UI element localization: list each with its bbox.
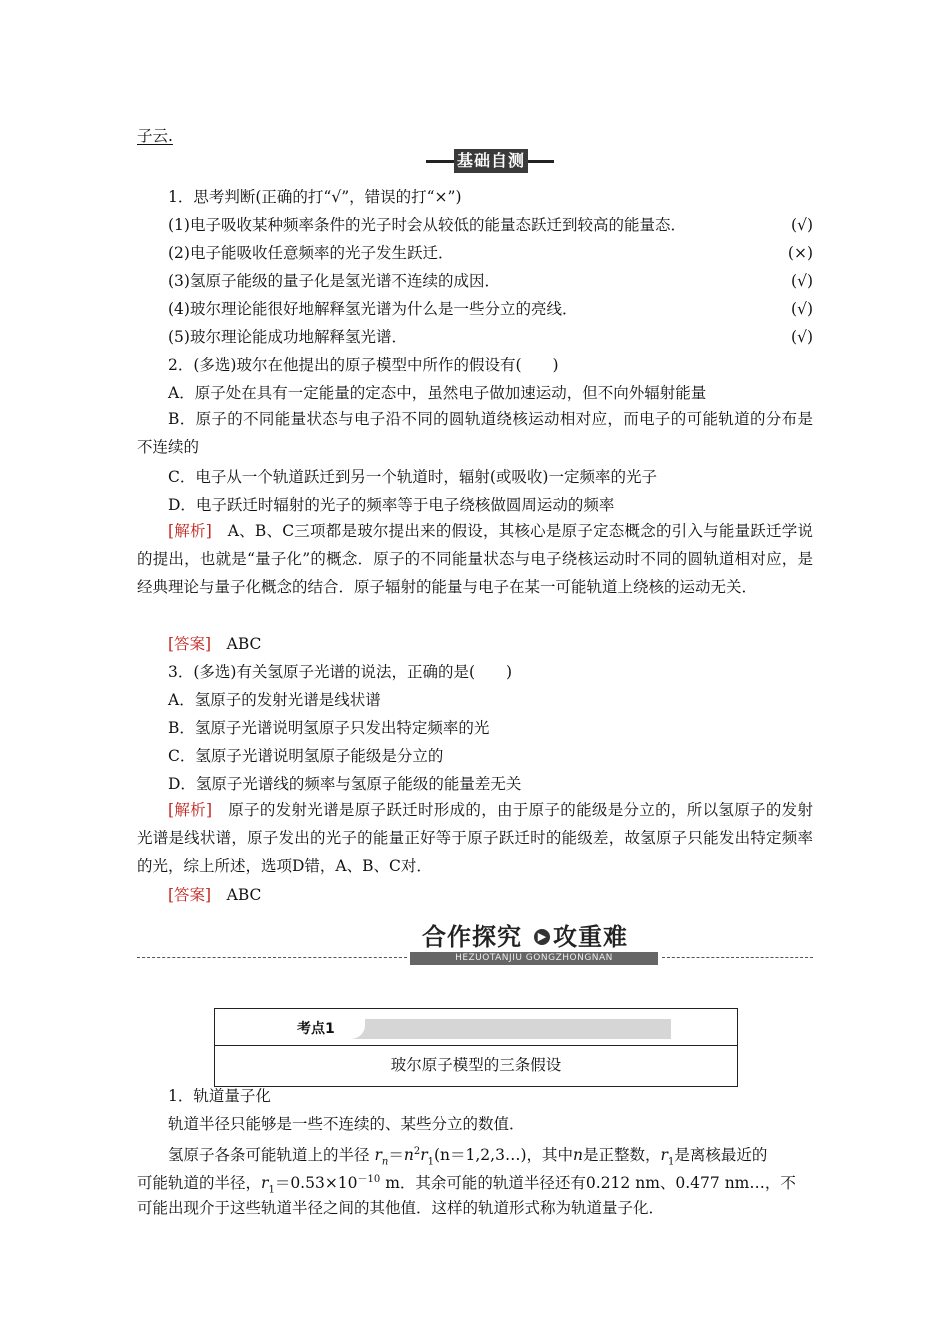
arrow-right-icon: ▶ <box>534 929 550 945</box>
q1-item <box>168 271 813 291</box>
q1-stem: 1．思考判断(正确的打“√”，错误的打“×”) <box>168 188 462 206</box>
kaodian-header <box>215 1009 737 1046</box>
q2-option-b: B．原子的不同能量状态与电子沿不同的圆轨道绕核运动相对应，而电子的可能轨道的分布是不连续的 <box>137 410 813 456</box>
q1-item <box>168 327 813 347</box>
q1-item-text: (3)氢原子能级的量子化是氢光谱不连续的成因． <box>168 272 500 290</box>
q2-option-a: A．原子处在具有一定能量的定态中，虽然电子做加速运动，但不向外辐射能量 <box>168 384 707 402</box>
answer-tag: [答案] <box>168 886 212 904</box>
body-paragraph-radius: 可能轨道的半径，$r_1=0.53\times 10^{-10}$ m．其余可能的轨道半径还有0.212 nm、0.477 nm…，不 <box>137 1174 796 1196</box>
q1-item-text: (1)电子吸收某种频率条件的光子时会从较低的能量态跃迁到较高的能量态． <box>168 216 686 234</box>
header-rule-right <box>528 160 554 163</box>
q1-item <box>168 215 813 235</box>
q3-analysis <box>137 796 813 880</box>
analysis-tag: [解析] <box>168 801 213 819</box>
q1-item-mark: (√) <box>791 328 813 346</box>
q2-answer <box>168 634 261 654</box>
answer-tag: [答案] <box>168 635 212 653</box>
q2-option-d: D．电子跃迁时辐射的光子的频率等于电子绕核做圆周运动的频率 <box>168 496 615 514</box>
kaodian-title: 玻尔原子模型的三条假设 <box>390 1056 562 1074</box>
analysis-text: 原子的发射光谱是原子跃迁时形成的，由于原子的能级是分立的，所以氢原子的发射光谱是线状谱，原子发出的光子的能量正好等于原子跃迁时的能级差，故氢原子只能发出特定频率的光，综上所述，选项D错，A、B、C对． <box>137 801 813 875</box>
q1-item-text: (5)玻尔理论能成功地解释氢光谱． <box>168 328 407 346</box>
q2-stem: 2．(多选)玻尔在他提出的原子模型中所作的假设有( ) <box>168 356 559 374</box>
q3-option-b: B．氢原子光谱说明氢原子只发出特定频率的光 <box>168 719 490 737</box>
banner-title-right: 攻重难 <box>553 923 628 951</box>
kaodian-tab: 考点1 <box>285 1019 365 1039</box>
q3-answer <box>168 885 261 905</box>
q2-option-c: C．电子从一个轨道跃迁到另一个轨道时，辐射(或吸收)一定频率的光子 <box>168 468 657 486</box>
body-paragraph: 轨道半径只能够是一些不连续的、某些分立的数值． <box>168 1115 525 1133</box>
q1-item <box>168 243 813 263</box>
body-paragraph-formula: 氢原子各条可能轨道上的半径 $r_n=n^2r_1(n=1,2,3\dots)$，其中n是正整数，$r_1$是离核最近的 <box>168 1146 768 1168</box>
q1-item <box>168 299 813 319</box>
body-heading: 1．轨道量子化 <box>168 1087 271 1105</box>
q3-option-d: D．氢原子光谱线的频率与氢原子能级的能量差无关 <box>168 775 522 793</box>
answer-text: ABC <box>226 886 262 904</box>
q2-analysis <box>137 517 813 601</box>
answer-text: ABC <box>226 635 262 653</box>
body-paragraph: 可能出现介于这些轨道半径之间的其他值．这样的轨道形式称为轨道量子化． <box>137 1199 665 1217</box>
banner-pinyin: HEZUOTANJIU GONGZHONGNAN <box>410 952 658 965</box>
kaodian-box <box>214 1008 738 1087</box>
q1-item-mark: (√) <box>791 216 813 234</box>
q3-option-a: A．氢原子的发射光谱是线状谱 <box>168 691 381 709</box>
section-banner-cooperative <box>410 922 660 966</box>
analysis-text: A、B、C三项都是玻尔提出来的假设，其核心是原子定态概念的引入与能量跃迁学说的提出，也就是“量子化”的概念．原子的不同能量状态与电子绕核运动时不同的圆轨道相对应，是经典理论与量子化概念的结合．原子辐射的能量与电子在某一可能轨道上绕核的运动无关． <box>137 522 813 596</box>
dashed-rule-right <box>662 957 813 958</box>
q1-item-text: (2)电子能吸收任意频率的光子发生跃迁． <box>168 244 454 262</box>
q1-item-mark: (×) <box>787 244 813 262</box>
top-fragment: 子云. <box>137 127 173 145</box>
analysis-tag: [解析] <box>168 522 212 540</box>
q3-stem: 3．(多选)有关氢原子光谱的说法，正确的是( ) <box>168 663 513 681</box>
formula-r: r <box>374 1146 382 1165</box>
banner-title-left: 合作探究 <box>422 923 522 951</box>
header-rule-left <box>426 160 454 163</box>
q3-option-c: C．氢原子光谱说明氢原子能级是分立的 <box>168 747 444 765</box>
q1-item-text: (4)玻尔理论能很好地解释氢光谱为什么是一些分立的亮线． <box>168 300 578 318</box>
q1-item-mark: (√) <box>791 300 813 318</box>
section-header-label: 基础自测 <box>454 149 528 173</box>
section-header-basic-test <box>426 149 554 173</box>
q1-item-mark: (√) <box>791 272 813 290</box>
dashed-rule-left <box>137 957 407 958</box>
